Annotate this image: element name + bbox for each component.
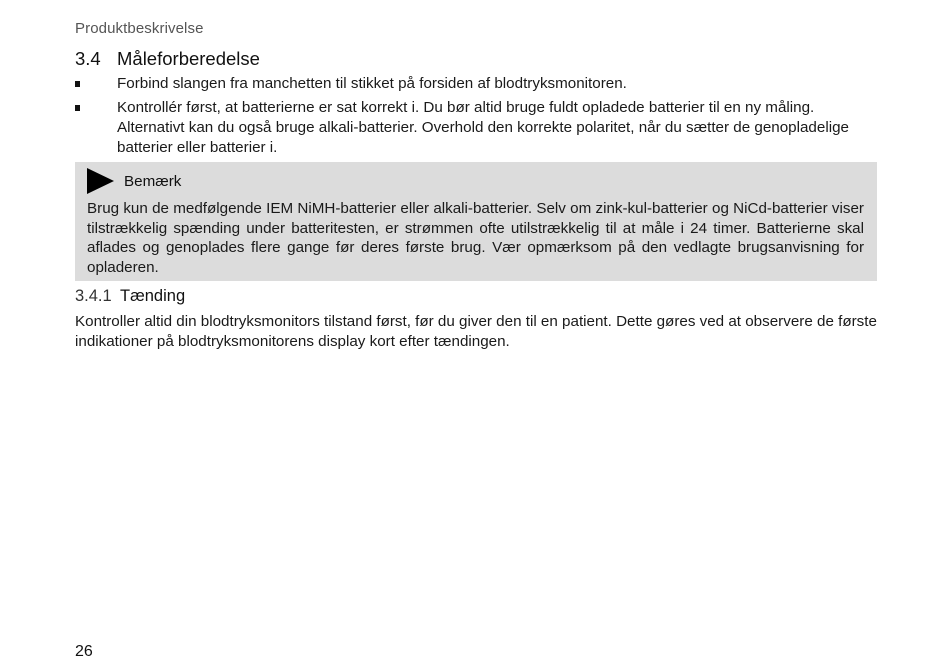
subsection-title: Tænding [120, 287, 186, 305]
section-heading [75, 48, 260, 70]
section-number: 3.4 [75, 48, 101, 69]
note-title: Bemærk [124, 172, 182, 190]
subsection-heading [75, 287, 185, 306]
bullet-square-icon [75, 81, 80, 87]
bullet-text: Kontrollér først, at batterierne er sat korrekt i. Du bør altid bruge fuldt opladede batterier til en ny måling. Alternativt kan du også bruge alkali-batterier. Overhold den korrekte polaritet, når du sætter de genopladelige batterier eller batterier i. [117, 99, 849, 156]
bullet-square-icon [75, 105, 80, 111]
page-number: 26 [75, 643, 93, 660]
bullet-list [75, 74, 855, 162]
subsection-paragraph: Kontroller altid din blodtryksmonitors tilstand først, før du giver den til en patient. Dette gøres ved at observere de første indikationer på blodtryksmonitorens display kort efter tændingen. [75, 313, 877, 350]
note-box [75, 162, 877, 281]
triangle-right-icon [87, 168, 114, 194]
bullet-item [75, 74, 855, 94]
note-header [87, 168, 181, 194]
note-body: Brug kun de medfølgende IEM NiMH-batterier eller alkali-batterier. Selv om zink-kul-batterier og NiCd-batterier viser tilstrækkelig spænding under batteritesten, er strømmen ofte utilstrækkelig til at måle i 24 timer. Batterierne skal aflades og genoplades flere gange før deres første brug. Vær opmærksom på den vedlagte brugsanvisning for opladeren. [87, 200, 864, 276]
bullet-item [75, 98, 855, 158]
section-title: Måleforberedelse [117, 48, 260, 69]
running-header: Produktbeskrivelse [75, 20, 204, 37]
subsection-number: 3.4.1 [75, 287, 112, 305]
bullet-text: Forbind slangen fra manchetten til stikket på forsiden af blodtryksmonitoren. [117, 75, 627, 92]
